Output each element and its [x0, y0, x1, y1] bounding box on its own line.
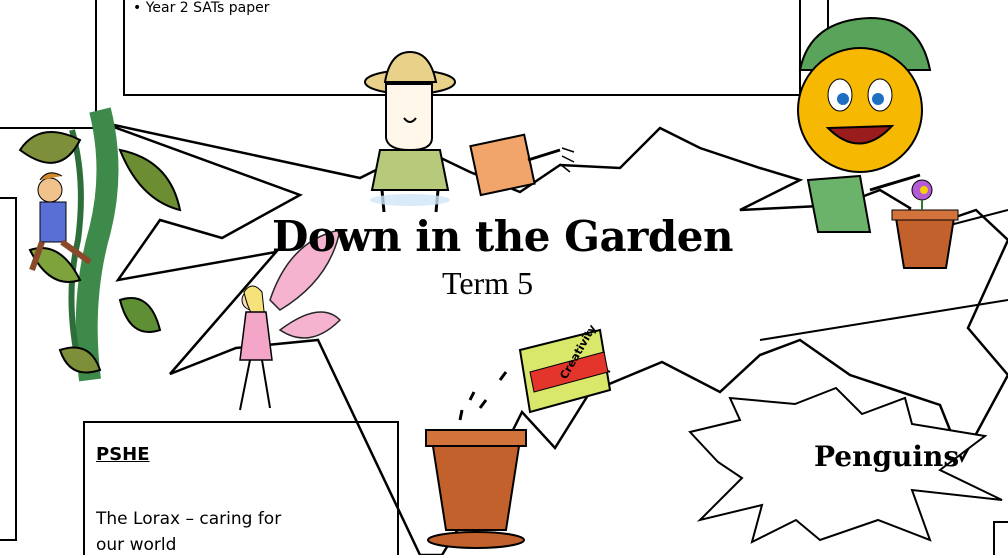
page-title: Down in the Garden — [272, 212, 733, 261]
term-subtitle: Term 5 — [442, 265, 534, 301]
seed-packet-label: Creativity — [557, 322, 599, 382]
pshe-body-line1: The Lorax – caring for — [96, 509, 282, 529]
penguins-label: Penguins — [814, 440, 960, 473]
pshe-body-line2: our world — [96, 535, 177, 555]
pshe-heading: PSHE — [96, 444, 150, 465]
top-box-bullet: • Year 2 SATs paper — [133, 0, 270, 16]
